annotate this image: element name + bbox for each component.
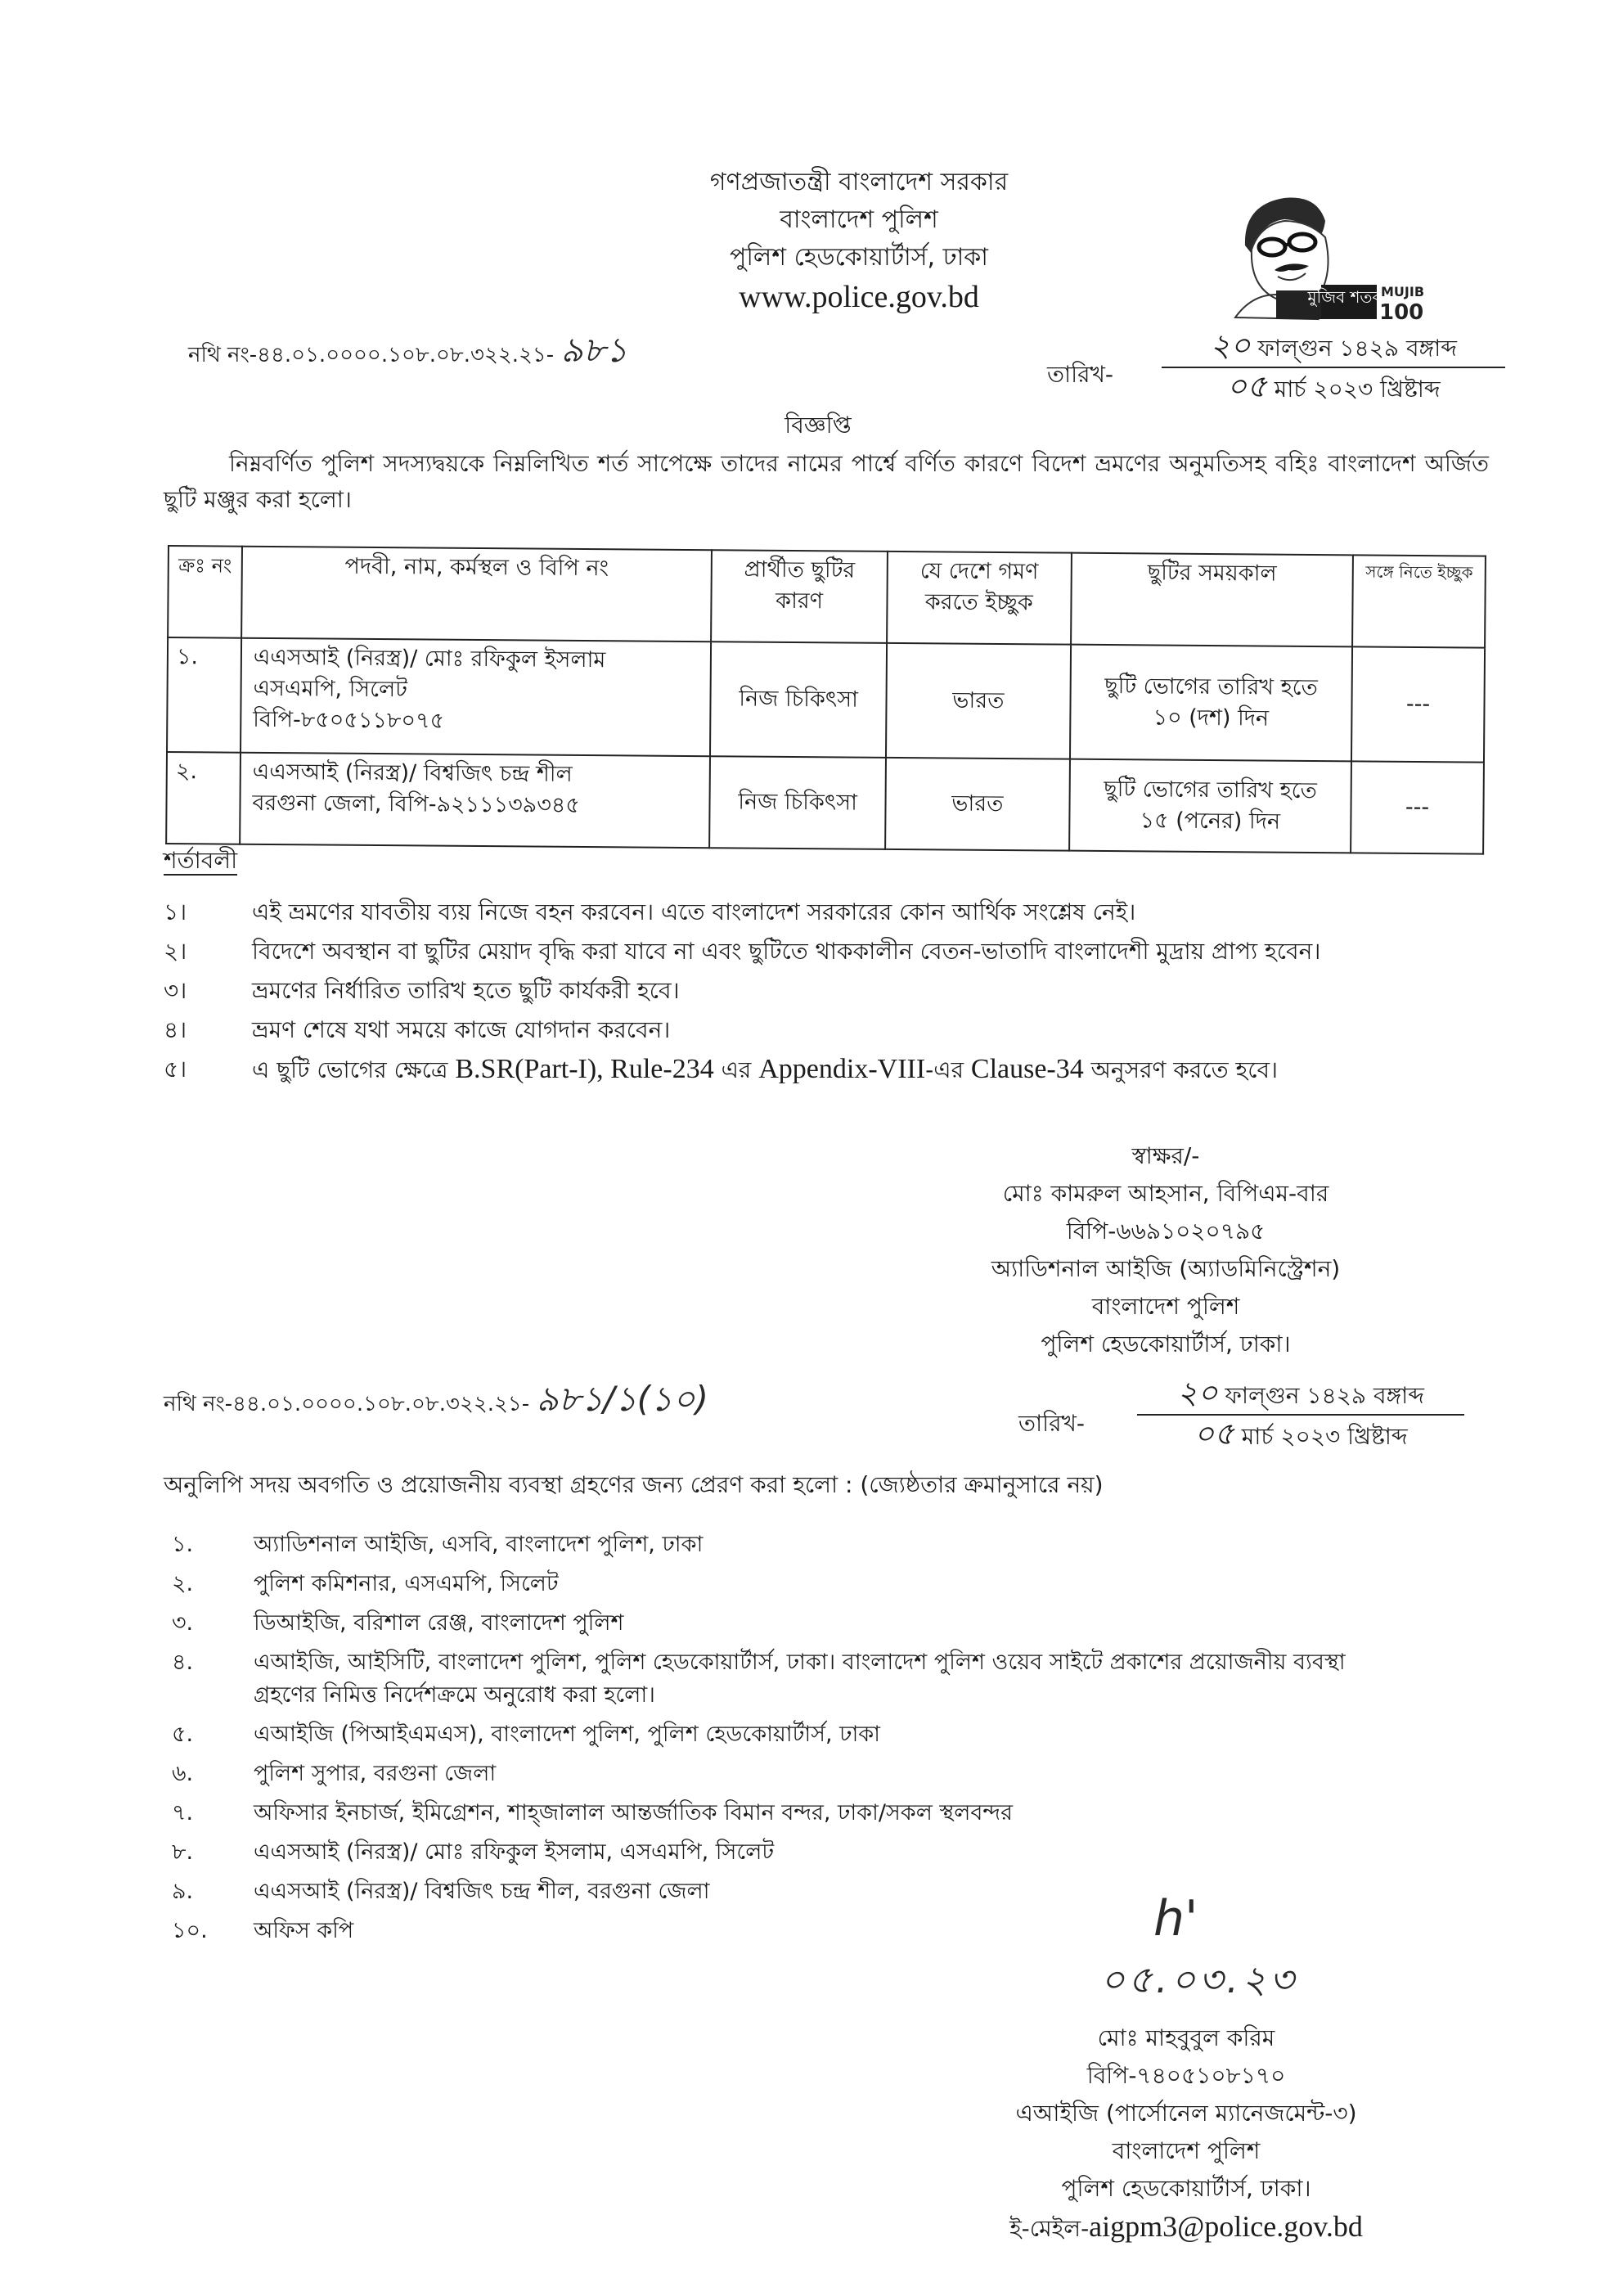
signatory-designation: অ্যাডিশনাল আইজি (অ্যাডমিনিস্ট্রেশন) [991, 1255, 1341, 1282]
row-duration [1069, 759, 1351, 853]
date-gregorian-rest: মার্চ ২০২৩ খ্রিষ্টাব্দ [1274, 376, 1441, 403]
file-number-label: নথি নং-৪৪.০১.০০০০.১০৮.০৮.৩২২.২১- [164, 1392, 530, 1416]
conditions-section [164, 843, 1472, 1087]
copy-text: পুলিশ সুপার, বরগুনা জেলা [254, 1761, 497, 1786]
file-number-handwritten: ৯৮১ [560, 330, 628, 370]
copy-item [172, 1568, 1358, 1600]
row-companion: --- [1351, 646, 1485, 762]
table-header-row [168, 546, 1486, 648]
date-gregorian [1137, 1416, 1464, 1455]
row-duration-line1: ছুটি ভোগের তারিখ হতে [1104, 673, 1318, 701]
logo-bangla-text: মুজিব শতবর্ষ [1307, 287, 1391, 307]
file-number-1 [188, 330, 628, 371]
email-link[interactable]: aigpm3@police.gov.bd [1089, 2210, 1363, 2243]
copy-text: ডিআইজি, বরিশাল রেঞ্জ, বাংলাদেশ পুলিশ [254, 1610, 624, 1636]
copy-number: ২. [172, 1571, 194, 1596]
copy-text: এআইজি (পিআইএমএস), বাংলাদেশ পুলিশ, পুলিশ হেডকোয়ার্টার্স, ঢাকা [254, 1722, 881, 1747]
condition-text [252, 1053, 1278, 1087]
date-bangla [1162, 327, 1505, 368]
mujib-100-logo [1227, 188, 1497, 327]
signatory-designation: এআইজি (পার্সোনেল ম্যানেজমেন্ট-৩) [1015, 2100, 1357, 2127]
condition-number: ৪। [164, 1016, 187, 1043]
condition-item [164, 1014, 1472, 1047]
portrait-icon [1227, 188, 1497, 327]
website-link[interactable]: www.police.gov.bd [739, 280, 979, 314]
office-name: পুলিশ হেডকোয়ার্টার্স, ঢাকা [729, 243, 988, 272]
row-person [240, 753, 710, 849]
date-bangla-day: ২০ [1177, 1375, 1218, 1411]
leave-table [165, 545, 1486, 855]
rule-reference: B.SR(Part-I), Rule-234 [455, 1054, 714, 1084]
copy-item [172, 1528, 1358, 1561]
row-duration-line2: ১৫ (পনের) দিন [1140, 808, 1281, 835]
condition-item [164, 896, 1472, 929]
signatory-name: মোঃ মাহবুবুল করিম [1097, 2024, 1275, 2051]
copy-text: অফিসার ইনচার্জ, ইমিগ্রেশন, শাহ্‌জালাল আন্তর্জাতিক বিমান বন্দর, ঢাকা/সকল স্থলবন্দর [254, 1800, 1013, 1826]
logo-number-text: 100 [1379, 300, 1424, 325]
condition-item [164, 975, 1472, 1007]
copy-number: ১. [172, 1532, 194, 1557]
handwritten-date: ০৫.০৩.২৩ [1100, 1957, 1297, 2001]
copy-item [172, 1646, 1358, 1712]
date-gregorian [1162, 368, 1505, 407]
copy-number: ৬. [172, 1761, 194, 1786]
email-label: ই-মেইল- [1009, 2215, 1090, 2242]
copy-text: অফিস কপি [254, 1918, 354, 1943]
copy-number: ১০. [172, 1918, 208, 1943]
copy-text: এআইজি, আইসিটি, বাংলাদেশ পুলিশ, পুলিশ হেডকোয়ার্টার্স, ঢাকা। বাংলাদেশ পুলিশ ওয়েব সাইটে প্রকাশের প্রয়োজনীয় ব্যবস্থা গ্রহণের নিমিত্ত নির্দেশক্রমে অনুরোধ করা হলো। [254, 1650, 1346, 1708]
condition-text-part: এর [713, 1056, 759, 1083]
col-header-reason: প্রার্থীত ছুটির কারণ [711, 550, 888, 643]
notice-body: নিম্নবর্ণিত পুলিশ সদস্যদ্বয়কে নিম্নলিখিত শর্ত সাপেক্ষে তাদের নামের পার্শ্বে বর্ণিত কারণে বিদেশ ভ্রমণের অনুমতিসহ বহিঃ বাংলাদেশ অর্জিত ছুটি মঞ্জুর করা হলো। [164, 450, 1489, 513]
appendix-reference: Appendix-VIII [758, 1054, 926, 1084]
row-country: ভারত [886, 643, 1071, 759]
row-reason: নিজ চিকিৎসা [709, 756, 886, 849]
date-bangla-rest: ফাল্গুন ১৪২৯ বঙ্গাব্দ [1257, 335, 1457, 362]
copy-number: ৩. [172, 1610, 194, 1636]
condition-text-part: -এর [925, 1056, 971, 1083]
date-gregorian-day: ০৫ [1226, 368, 1267, 404]
conditions-title: শর্তাবলী [164, 847, 238, 874]
copy-number: ৭. [172, 1800, 194, 1826]
date-bangla-day: ২০ [1210, 327, 1251, 363]
copy-number: ৪. [172, 1650, 194, 1675]
row-companion: --- [1351, 761, 1484, 853]
row-rank-name: এএসআই (নিরস্ত্র)/ বিশ্বজিৎ চন্দ্র শীল [252, 759, 573, 787]
col-header-country: যে দেশে গমণ করতে ইচ্ছুক [887, 551, 1072, 645]
signatory-email-line [900, 2208, 1472, 2248]
table-row [166, 752, 1484, 854]
copy-number: ৯. [172, 1879, 194, 1904]
condition-item [164, 1053, 1472, 1087]
condition-text: এই ভ্রমণের যাবতীয় ব্যয় নিজে বহন করবেন। এতে বাংলাদেশ সরকারের কোন আর্থিক সংশ্লেষ নেই। [252, 898, 1136, 925]
date-label-1: তারিখ- [1047, 361, 1114, 388]
copy-text: পুলিশ কমিশনার, এসএমপি, সিলেট [254, 1571, 559, 1596]
signatory-bp: বিপি-৬৬৯১০২০৭৯৫ [1066, 1218, 1266, 1245]
copy-number: ৮. [172, 1839, 194, 1865]
row-reason: নিজ চিকিৎসা [710, 642, 887, 758]
col-header-name: পদবী, নাম, কর্মস্থল ও বিপি নং [241, 547, 712, 642]
signed-mark: স্বাক্ষর/- [1131, 1142, 1200, 1169]
condition-number: ৩। [164, 977, 187, 1004]
signatory-bp: বিপি-৭৪০৫১০৮১৭০ [1086, 2062, 1286, 2089]
copy-text: এএসআই (নিরস্ত্র)/ বিশ্বজিৎ চন্দ্র শীল, বরগুনা জেলা [254, 1879, 710, 1904]
copy-text: এএসআই (নিরস্ত্র)/ মোঃ রফিকুল ইসলাম, এসএমপি, সিলেট [254, 1839, 775, 1865]
letterhead [622, 164, 1096, 317]
condition-number: ৫। [164, 1056, 187, 1083]
signatory-org: বাংলাদেশ পুলিশ [1112, 2137, 1261, 2164]
copy-intro: অনুলিপি সদয় অবগতি ও প্রয়োজনীয় ব্যবস্থা গ্রহণের জন্য প্রেরণ করা হলো : (জ্যেষ্ঠতার ক্রমানুসারে নয়) [164, 1471, 1104, 1498]
file-number-handwritten: ৯৮১/১(১০) [536, 1379, 708, 1419]
row-serial: ১. [167, 637, 241, 753]
row-bp: বিপি-৮৫০৫১১৮০৭৫ [253, 706, 445, 734]
date-bangla [1137, 1375, 1464, 1416]
row-duration [1070, 645, 1353, 762]
copy-item [172, 1797, 1358, 1830]
signatory-office: পুলিশ হেডকোয়ার্টার্স, ঢাকা। [1041, 1330, 1291, 1357]
copy-item [172, 1607, 1358, 1640]
date-block-1 [1162, 327, 1505, 407]
col-header-serial: ক্রঃ নং [168, 546, 242, 638]
condition-text-part: এ ছুটি ভোগের ক্ষেত্রে [252, 1056, 456, 1083]
row-duration-line2: ১০ (দশ) দিন [1153, 705, 1270, 732]
table-row [167, 637, 1485, 763]
file-number-label: নথি নং-৪৪.০১.০০০০.১০৮.০৮.৩২২.২১- [188, 343, 555, 367]
logo-english-text: MUJIB [1381, 284, 1425, 299]
org-name: বাংলাদেশ পুলিশ [780, 205, 938, 234]
row-rank-name: এএসআই (নিরস্ত্র)/ মোঃ রফিকুল ইসলাম [253, 644, 606, 673]
copy-number: ৫. [172, 1722, 194, 1747]
copy-item [172, 1758, 1358, 1790]
notice-title: বিজ্ঞপ্তি [785, 412, 852, 439]
row-workplace: এসএমপি, সিলেট [253, 675, 408, 703]
row-person [241, 638, 711, 757]
signatory-org: বাংলাদেশ পুলিশ [1091, 1293, 1240, 1320]
date-bangla-rest: ফাল্গুন ১৪২৯ বঙ্গাব্দ [1225, 1382, 1424, 1409]
date-gregorian-rest: মার্চ ২০২৩ খ্রিষ্টাব্দ [1241, 1423, 1408, 1450]
row-duration-line1: ছুটি ভোগের তারিখ হতে [1104, 776, 1317, 804]
signature-block-1 [900, 1137, 1432, 1363]
date-gregorian-day: ০৫ [1194, 1416, 1234, 1452]
condition-number: ১। [164, 898, 187, 925]
date-label-2: তারিখ- [1018, 1410, 1086, 1437]
copy-text: অ্যাডিশনাল আইজি, এসবি, বাংলাদেশ পুলিশ, ঢাকা [254, 1532, 704, 1557]
signatory-name: মোঃ কামরুল আহসান, বিপিএম-বার [1002, 1180, 1329, 1207]
handwritten-initials: h' [1153, 1890, 1198, 1947]
col-header-companion: সঙ্গে নিতে ইচ্ছুক [1352, 555, 1486, 647]
signatory-office: পুলিশ হেডকোয়ার্টার্স, ঢাকা। [1061, 2175, 1311, 2202]
copy-item [172, 1836, 1358, 1869]
condition-text: বিদেশে অবস্থান বা ছুটির মেয়াদ বৃদ্ধি করা যাবে না এবং ছুটিতে থাককালীন বেতন-ভাতাদি বাংলাদেশী মুদ্রায় প্রাপ্য হবেন। [252, 938, 1321, 965]
row-workplace: বরগুনা জেলা, বিপি-৯২১১১৩৯৩৪৫ [252, 790, 580, 818]
clause-reference: Clause-34 [970, 1054, 1084, 1084]
date-block-2 [1137, 1375, 1464, 1455]
copy-list [172, 1528, 1358, 1947]
file-number-2 [164, 1379, 708, 1420]
copy-item [172, 1718, 1358, 1751]
row-country: ভারত [885, 758, 1070, 851]
condition-text: ভ্রমণের নির্ধারিত তারিখ হতে ছুটি কার্যকরী হবে। [252, 977, 680, 1004]
condition-text-part: অনুসরণ করতে হবে। [1083, 1056, 1279, 1083]
col-header-duration: ছুটির সময়কাল [1071, 553, 1353, 647]
condition-number: ২। [164, 938, 187, 965]
signature-block-2 [900, 2019, 1472, 2248]
row-serial: ২. [166, 752, 241, 844]
condition-item [164, 935, 1472, 968]
govt-name: গণপ্রজাতন্ত্রী বাংলাদেশ সরকার [709, 168, 1009, 196]
condition-text: ভ্রমণ শেষে যথা সময়ে কাজে যোগদান করবেন। [252, 1016, 671, 1043]
